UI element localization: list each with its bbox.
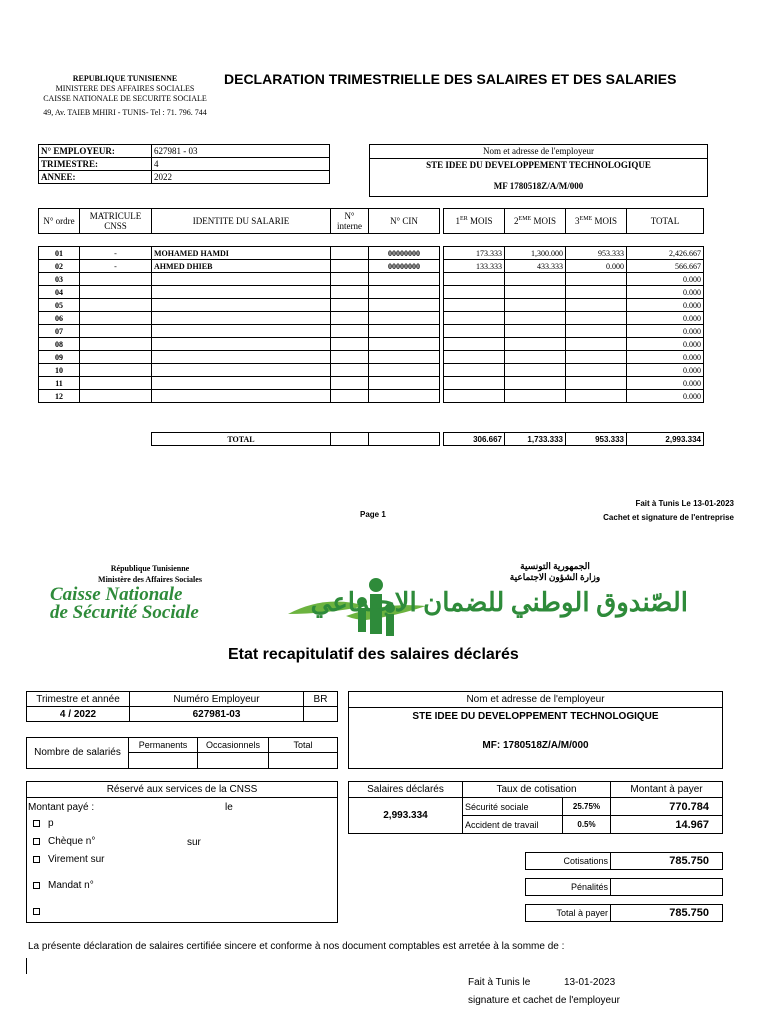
row-ordre: 03 <box>39 273 80 286</box>
checkbox-icon <box>33 820 40 827</box>
row-ordre: 05 <box>39 299 80 312</box>
checkbox-icon <box>33 882 40 889</box>
row-cin <box>369 273 440 286</box>
row-m3: 953.333 <box>566 247 627 260</box>
row-m2: 1,300.000 <box>505 247 566 260</box>
row-matricule <box>80 299 152 312</box>
row-cin <box>369 351 440 364</box>
mode-cheque[interactable]: Chèque n° <box>33 836 95 847</box>
row-m1 <box>444 299 505 312</box>
row-ordre: 11 <box>39 377 80 390</box>
row-ordre: 09 <box>39 351 80 364</box>
row-nom <box>152 377 331 390</box>
table-row <box>39 325 440 338</box>
br-label-cell: BR <box>303 691 338 707</box>
row-m1 <box>444 312 505 325</box>
row-interne <box>331 312 369 325</box>
row-m1 <box>444 325 505 338</box>
row-ordre: 10 <box>39 364 80 377</box>
occasionnels-value <box>197 752 269 769</box>
logo-ar-line2: وزارة الشؤون الاجتماعية <box>509 572 601 582</box>
row-matricule: - <box>80 260 152 273</box>
row-m3 <box>566 338 627 351</box>
logo-fr-line2: Ministère des Affaires Sociales <box>98 575 202 584</box>
checkbox-icon <box>33 856 40 863</box>
checkbox-icon <box>33 908 40 915</box>
table-row <box>444 325 704 338</box>
table-row <box>39 351 440 364</box>
mode-mandat[interactable]: Mandat n° <box>33 880 94 891</box>
row-total: 0.000 <box>627 351 704 364</box>
row-ordre: 08 <box>39 338 80 351</box>
total-payer-label: Total à payer <box>525 904 611 922</box>
row-cin <box>369 299 440 312</box>
row-m3 <box>566 390 627 403</box>
row-nom <box>152 286 331 299</box>
total-m1: 306.667 <box>444 433 505 446</box>
row-interne <box>331 260 369 273</box>
occasionnels-label: Occasionnels <box>197 737 269 753</box>
col-identite: IDENTITE DU SALARIE <box>152 209 331 234</box>
table-row <box>444 351 704 364</box>
row-cin: 00000000 <box>369 260 440 273</box>
row-nom <box>152 273 331 286</box>
row-interne <box>331 338 369 351</box>
permanents-label: Permanents <box>128 737 198 753</box>
row-m2 <box>505 312 566 325</box>
row-m3 <box>566 377 627 390</box>
table-row <box>39 299 440 312</box>
row-ordre: 02 <box>39 260 80 273</box>
row-m3 <box>566 273 627 286</box>
recap-employer-label: Nom et adresse de l'employeur <box>349 692 722 708</box>
header-line2: MINISTERE DES AFFAIRES SOCIALES <box>55 84 195 93</box>
total-salaries-label: Total <box>268 737 338 753</box>
text-cursor <box>26 958 27 974</box>
table-row <box>444 286 704 299</box>
table-row <box>444 273 704 286</box>
total-total: 2,993.334 <box>627 433 704 446</box>
row-interne <box>331 390 369 403</box>
row-interne <box>331 325 369 338</box>
recap-employer-name: STE IDEE DU DEVELOPPEMENT TECHNOLOGIQUE <box>412 711 659 722</box>
col-mois3: 3EME MOIS <box>566 209 627 234</box>
table-row <box>444 247 704 260</box>
row-total: 0.000 <box>627 286 704 299</box>
table-row <box>39 247 440 260</box>
row-m1 <box>444 286 505 299</box>
row-matricule <box>80 273 152 286</box>
table-row <box>39 273 440 286</box>
row-nom <box>152 390 331 403</box>
row-cin <box>369 312 440 325</box>
trimestre-label-cell: Trimestre et année <box>26 691 130 707</box>
trimestre-label: TRIMESTRE: <box>39 158 152 171</box>
table-row <box>444 260 704 273</box>
logo-ar-header <box>500 561 610 583</box>
row-nom: MOHAMED HAMDI <box>152 247 331 260</box>
employeur-label: N° EMPLOYEUR: <box>39 145 152 158</box>
col-ordre: N° ordre <box>39 209 80 234</box>
row-matricule: - <box>80 247 152 260</box>
row-matricule <box>80 338 152 351</box>
row-ordre: 12 <box>39 390 80 403</box>
row-nom: AHMED DHIEB <box>152 260 331 273</box>
accident-label: Accident de travail <box>462 815 563 834</box>
row-interne <box>331 247 369 260</box>
row-total: 0.000 <box>627 273 704 286</box>
row-m1 <box>444 338 505 351</box>
row-m2 <box>505 273 566 286</box>
total-payer-value: 785.750 <box>610 904 723 922</box>
row-nom <box>152 299 331 312</box>
row-matricule <box>80 390 152 403</box>
mode-other[interactable] <box>33 906 48 917</box>
col-matricule: MATRICULE CNSS <box>80 209 152 234</box>
taux-label: Taux de cotisation <box>462 781 611 798</box>
row-nom <box>152 351 331 364</box>
annee-value: 2022 <box>152 171 330 184</box>
table-row <box>39 312 440 325</box>
row-cin <box>369 390 440 403</box>
table-row <box>39 286 440 299</box>
col-total: TOTAL <box>627 209 704 234</box>
employer-box <box>369 144 708 197</box>
row-interne <box>331 364 369 377</box>
row-matricule <box>80 364 152 377</box>
penalites-value <box>610 878 723 896</box>
salaries-table-right <box>443 246 704 403</box>
row-m2 <box>505 325 566 338</box>
row-ordre: 04 <box>39 286 80 299</box>
page1-footer <box>520 497 734 525</box>
row-interne <box>331 273 369 286</box>
salaires-declares-label: Salaires déclarés <box>348 781 463 798</box>
row-m1 <box>444 273 505 286</box>
recap-title: Etat recapitulatif des salaires déclarés <box>228 646 519 663</box>
table-row <box>444 364 704 377</box>
row-total: 0.000 <box>627 364 704 377</box>
row-total: 0.000 <box>627 312 704 325</box>
header-line1: REPUBLIQUE TUNISIENNE <box>72 74 178 83</box>
employer-box-label: Nom et adresse de l'employeur <box>370 145 707 159</box>
row-m2 <box>505 299 566 312</box>
montant-paye-label: Montant payé : <box>28 802 95 813</box>
numero-value-cell: 627981-03 <box>129 706 304 722</box>
securite-montant: 770.784 <box>610 797 723 816</box>
penalites-label: Pénalités <box>525 878 611 896</box>
fait-a-tunis: Fait à Tunis Le 13-01-2023 <box>635 499 734 508</box>
employer-name: STE IDEE DU DEVELOPPEMENT TECHNOLOGIQUE <box>426 160 651 170</box>
table-row <box>39 390 440 403</box>
row-cin <box>369 325 440 338</box>
logo-fr-line1: République Tunisienne <box>110 564 190 573</box>
recap-employer-box <box>348 691 723 769</box>
row-total: 0.000 <box>627 390 704 403</box>
trimestre-value-cell: 4 / 2022 <box>26 706 130 722</box>
row-m2 <box>505 364 566 377</box>
totals-left <box>151 432 440 446</box>
header-line4: 49, Av. TAIEB MHIRI - TUNIS- Tel : 71. 796. 744 <box>43 108 207 117</box>
row-interne <box>331 299 369 312</box>
row-total: 0.000 <box>627 377 704 390</box>
row-total: 566.667 <box>627 260 704 273</box>
row-m1 <box>444 377 505 390</box>
accident-montant: 14.967 <box>610 815 723 834</box>
cotisations-value: 785.750 <box>610 852 723 870</box>
row-m1: 173.333 <box>444 247 505 260</box>
montant-label: Montant à payer <box>610 781 723 798</box>
le-label: le <box>225 802 233 813</box>
checkbox-icon <box>33 838 40 845</box>
row-nom <box>152 312 331 325</box>
row-cin: 00000000 <box>369 247 440 260</box>
col-interne: N° interne <box>331 209 369 234</box>
cachet-signature: Cachet et signature de l'entreprise <box>603 513 734 522</box>
page-number: Page 1 <box>360 510 386 519</box>
table-row <box>444 377 704 390</box>
col-cin: N° CIN <box>369 209 440 234</box>
cnss-name-fr1: Caisse Nationale <box>50 584 183 605</box>
row-m2: 433.333 <box>505 260 566 273</box>
br-value-cell <box>303 706 338 722</box>
row-m1 <box>444 351 505 364</box>
totals-label: TOTAL <box>152 433 331 446</box>
statement: La présente déclaration de salaires certifiée sincere et conforme à nos document comptables est arretée à la somme de : <box>28 941 565 952</box>
annee-label: ANNEE: <box>39 171 152 184</box>
table-row <box>444 390 704 403</box>
row-total: 0.000 <box>627 299 704 312</box>
row-m3 <box>566 364 627 377</box>
row-cin <box>369 286 440 299</box>
numero-label-cell: Numéro Employeur <box>129 691 304 707</box>
mode-p[interactable]: p <box>33 818 54 829</box>
fait-label: Fait à Tunis le <box>468 977 531 988</box>
row-nom <box>152 325 331 338</box>
row-m1: 133.333 <box>444 260 505 273</box>
reserve-cnss-box <box>26 781 338 923</box>
col-mois2: 2EME MOIS <box>505 209 566 234</box>
logo-ar-line1: الجمهورية التونسية <box>520 561 590 571</box>
table-row <box>39 260 440 273</box>
row-interne <box>331 286 369 299</box>
row-total: 0.000 <box>627 338 704 351</box>
row-nom <box>152 338 331 351</box>
row-matricule <box>80 325 152 338</box>
row-matricule <box>80 351 152 364</box>
signature-label: signature et cachet de l'employeur <box>468 995 620 1006</box>
row-interne <box>331 351 369 364</box>
row-m2 <box>505 390 566 403</box>
row-nom <box>152 364 331 377</box>
total-m3: 953.333 <box>566 433 627 446</box>
nombre-salaries-label: Nombre de salariés <box>26 737 129 769</box>
row-m3 <box>566 351 627 364</box>
employer-info-table <box>38 144 330 184</box>
row-ordre: 06 <box>39 312 80 325</box>
row-ordre: 01 <box>39 247 80 260</box>
securite-label: Sécurité sociale <box>462 797 563 816</box>
total-m2: 1,733.333 <box>505 433 566 446</box>
permanents-value <box>128 752 198 769</box>
row-cin <box>369 364 440 377</box>
cnss-name-ar: الصّندوق الوطني للضمان الاجتماعي <box>310 588 688 617</box>
table-row <box>444 299 704 312</box>
row-m2 <box>505 338 566 351</box>
header-line3: CAISSE NATIONALE DE SECURITE SOCIALE <box>43 94 207 103</box>
row-m3 <box>566 312 627 325</box>
table-row <box>444 312 704 325</box>
ministry-header <box>40 74 210 118</box>
row-m1 <box>444 364 505 377</box>
row-m2 <box>505 377 566 390</box>
table-row <box>39 338 440 351</box>
row-cin <box>369 377 440 390</box>
table-row <box>39 377 440 390</box>
row-m3 <box>566 299 627 312</box>
cnss-name-fr <box>50 586 199 622</box>
row-total: 2,426.667 <box>627 247 704 260</box>
employer-mf: MF 1780518Z/A/M/000 <box>493 181 584 191</box>
recap-mf: MF: 1780518Z/A/M/000 <box>482 740 589 751</box>
cotisations-label: Cotisations <box>525 852 611 870</box>
table-row <box>39 364 440 377</box>
row-total: 0.000 <box>627 325 704 338</box>
mode-virement[interactable]: Virement sur <box>33 854 105 865</box>
accident-taux: 0.5% <box>562 815 611 834</box>
row-m2 <box>505 286 566 299</box>
reserve-label: Réservé aux services de la CNSS <box>27 782 337 798</box>
row-cin <box>369 338 440 351</box>
row-matricule <box>80 312 152 325</box>
trimestre-value: 4 <box>152 158 330 171</box>
row-m3: 0.000 <box>566 260 627 273</box>
totals-right <box>443 432 704 446</box>
col-mois1: 1ER MOIS <box>444 209 505 234</box>
total-salaries-value <box>268 752 338 769</box>
row-m2 <box>505 351 566 364</box>
table-row <box>444 338 704 351</box>
row-matricule <box>80 286 152 299</box>
row-ordre: 07 <box>39 325 80 338</box>
cnss-name-fr2: de Sécurité Sociale <box>50 602 199 623</box>
logo-fr-header <box>80 563 220 585</box>
row-m3 <box>566 286 627 299</box>
salaires-declares-value: 2,993.334 <box>348 797 463 834</box>
page-title: DECLARATION TRIMESTRIELLE DES SALAIRES ET DES SALARIES <box>224 71 677 87</box>
row-m1 <box>444 390 505 403</box>
row-matricule <box>80 377 152 390</box>
row-m3 <box>566 325 627 338</box>
employeur-value: 627981 - 03 <box>152 145 330 158</box>
securite-taux: 25.75% <box>562 797 611 816</box>
sur-label: sur <box>187 837 201 848</box>
fait-date: 13-01-2023 <box>564 977 616 988</box>
columns-header-left <box>38 208 440 234</box>
salaries-table-left <box>38 246 440 403</box>
columns-header-right <box>443 208 704 234</box>
row-interne <box>331 377 369 390</box>
